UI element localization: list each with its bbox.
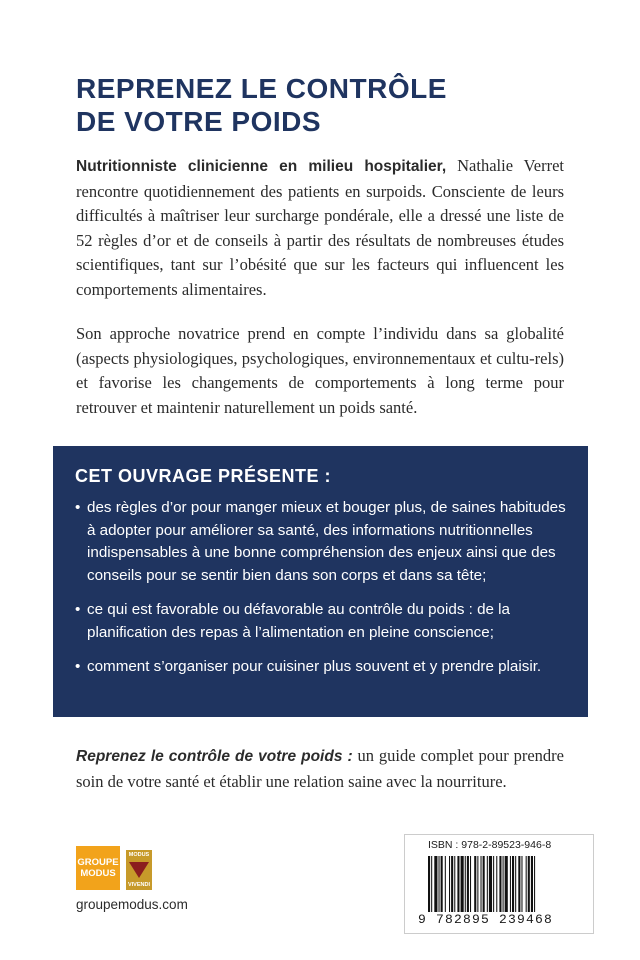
vivendi-top-text: MODUS — [128, 852, 150, 858]
barcode-icon — [428, 856, 578, 916]
list-item — [75, 656, 568, 679]
closing-paragraph — [76, 744, 564, 794]
bullet-icon: • — [75, 601, 81, 618]
bullet-icon: • — [75, 658, 81, 675]
intro-paragraph — [76, 154, 564, 302]
barcode-number: 9 782895 239468 — [418, 912, 588, 927]
approach-paragraph: Son approche novatrice prend en compte l’individu dans sa globalité (aspects physiologiques, psychologiques, environnementaux et cultu-rels) et favorise les changements de comportements à long terme pour retrouver et maintenir naturellement un poids santé. — [76, 324, 564, 417]
publisher-website: groupemodus.com — [76, 897, 188, 912]
triangle-icon — [129, 862, 149, 878]
logo-line-2: MODUS — [80, 868, 116, 879]
book-title — [76, 72, 576, 138]
bullet-icon: • — [75, 499, 81, 516]
modus-vivendi-logo — [126, 850, 152, 890]
vivendi-bottom-text: VIVENDI — [127, 882, 150, 888]
list-item-text: des règles d’or pour manger mieux et bouger plus, de saines habitudes à adopter pour améliorer sa santé, des informations nutritionnelles indispensables à une bonne compréhension des enjeux ainsi que des conseils pour se sentir bien dans son corps et dans sa tête; — [87, 499, 566, 584]
closing-lead: Reprenez le contrôle de votre poids : — [76, 748, 353, 765]
list-item — [75, 497, 568, 587]
intro-lead: Nutritionniste clinicienne en milieu hospitalier, — [76, 158, 447, 175]
list-item-text: ce qui est favorable ou défavorable au contrôle du poids : de la planification des repas à l’alimentation en pleine conscience; — [87, 601, 511, 641]
content-summary-box — [53, 446, 588, 717]
list-item — [75, 599, 568, 644]
logo-line-1: GROUPE — [77, 857, 119, 868]
title-line-1: REPRENEZ LE CONTRÔLE — [76, 73, 447, 104]
box-title: CET OUVRAGE PRÉSENTE : — [75, 466, 332, 486]
intro-text: Nathalie Verret rencontre quotidiennement des patients en surpoids. Consciente de leurs difficultés à maîtriser leur surcharge pondérale, elle a dressé une liste de 52 règles d’or et de conseils à partir des résultats de nombreuses études scientifiques, tant sur l’obésité que sur les facteurs qui influencent les comportements alimentaires. — [76, 156, 564, 299]
isbn-label: ISBN : 978-2-89523-946-8 — [428, 839, 552, 851]
title-line-2: DE VOTRE POIDS — [76, 106, 322, 137]
feature-list — [75, 497, 568, 679]
groupe-modus-logo — [76, 846, 120, 890]
list-item-text: comment s’organiser pour cuisiner plus souvent et y prendre plaisir. — [87, 658, 542, 675]
closing-text: un guide complet pour prendre soin de votre santé et établir une relation saine avec la nourriture. — [76, 746, 564, 791]
